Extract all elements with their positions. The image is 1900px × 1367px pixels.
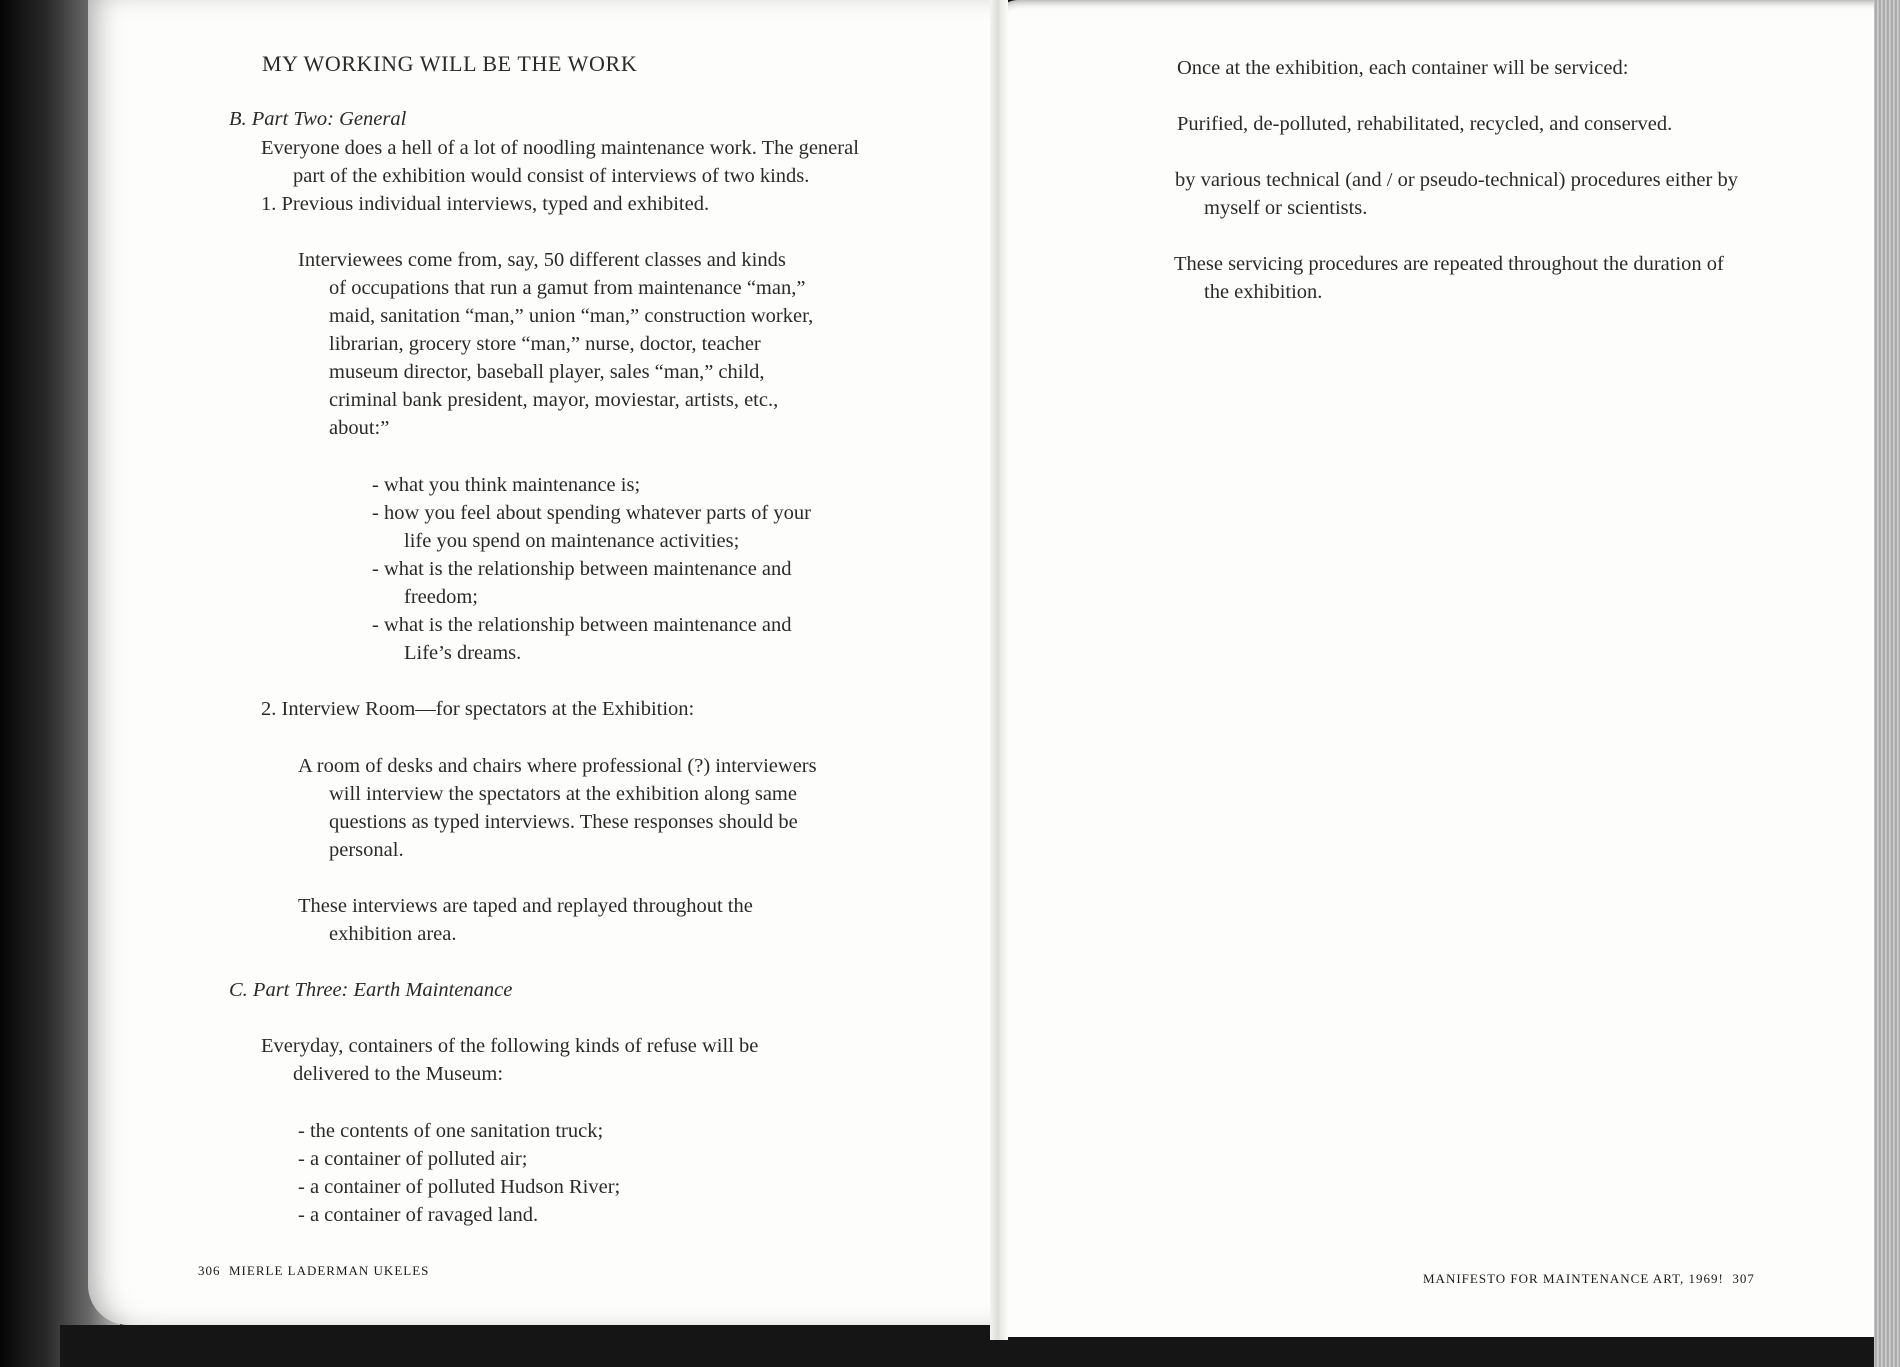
- interviewees-line: librarian, grocery store “man,” nurse, doctor, teacher: [329, 333, 761, 355]
- author-name: MIERLE LADERMAN UKELES: [229, 1263, 430, 1278]
- question-line: - what is the relationship between maintenance and: [372, 558, 792, 580]
- item-2: 2. Interview Room—for spectators at the Exhibition:: [261, 698, 695, 720]
- running-header: MY WORKING WILL BE THE WORK: [262, 51, 638, 76]
- refuse-item: - a container of polluted Hudson River;: [298, 1176, 621, 1198]
- question-line: Life’s dreams.: [404, 642, 522, 664]
- everyday-line: delivered to the Museum:: [293, 1063, 504, 1085]
- question-line: - what is the relationship between maintenance and: [372, 614, 792, 636]
- right-footer: [1423, 1265, 1755, 1293]
- intro-line-1: Everyone does a hell of a lot of noodling maintenance work. The general: [261, 137, 859, 159]
- right-para-3-line: by various technical (and / or pseudo-technical) procedures either by: [1175, 169, 1738, 191]
- interviewees-line: criminal bank president, mayor, moviestar, artists, etc.,: [329, 389, 779, 411]
- interviewees-line: of occupations that run a gamut from maintenance “man,”: [329, 277, 806, 299]
- room-desc-line: will interview the spectators at the exhibition along same: [329, 783, 797, 805]
- taped-line: These interviews are taped and replayed throughout the: [298, 895, 753, 917]
- page-number-right: 307: [1732, 1271, 1755, 1286]
- room-desc-line: A room of desks and chairs where professional (?) interviewers: [298, 755, 817, 777]
- interviewees-line: about:”: [329, 417, 390, 439]
- intro-line-2: part of the exhibition would consist of interviews of two kinds.: [293, 165, 810, 187]
- item-1: 1. Previous individual interviews, typed and exhibited.: [261, 193, 710, 215]
- section-c-heading: C. Part Three: Earth Maintenance: [229, 979, 513, 1001]
- book-section-title: MANIFESTO FOR MAINTENANCE ART, 1969!: [1423, 1271, 1724, 1286]
- refuse-item: - a container of ravaged land.: [298, 1204, 539, 1226]
- page-edges: [1874, 0, 1900, 1367]
- right-page: [996, 0, 1882, 1337]
- book-gutter: [990, 0, 1008, 1340]
- question-line: freedom;: [404, 586, 478, 608]
- right-para-2: Purified, de-polluted, rehabilitated, recycled, and conserved.: [1177, 113, 1673, 135]
- everyday-line: Everyday, containers of the following kinds of refuse will be: [261, 1035, 759, 1057]
- interviewees-line: maid, sanitation “man,” union “man,” construction worker,: [329, 305, 814, 327]
- interviewees-line: Interviewees come from, say, 50 different classes and kinds: [298, 249, 786, 271]
- question-line: - how you feel about spending whatever parts of your: [372, 502, 811, 524]
- room-desc-line: personal.: [329, 839, 404, 861]
- right-para-1: Once at the exhibition, each container will be serviced:: [1177, 57, 1629, 79]
- page-number-left: 306: [198, 1263, 221, 1278]
- refuse-item: - a container of polluted air;: [298, 1148, 528, 1170]
- interviewees-line: museum director, baseball player, sales “man,” child,: [329, 361, 765, 383]
- right-para-3-line: myself or scientists.: [1204, 197, 1368, 219]
- refuse-item: - the contents of one sanitation truck;: [298, 1120, 604, 1142]
- right-para-4-line: the exhibition.: [1204, 281, 1323, 303]
- question-line: life you spend on maintenance activities;: [404, 530, 740, 552]
- question-line: - what you think maintenance is;: [372, 474, 641, 496]
- right-para-4-line: These servicing procedures are repeated throughout the duration of: [1174, 253, 1724, 275]
- left-footer: [198, 1257, 429, 1285]
- room-desc-line: questions as typed interviews. These responses should be: [329, 811, 798, 833]
- taped-line: exhibition area.: [329, 923, 457, 945]
- section-b-heading: B. Part Two: General: [229, 108, 407, 130]
